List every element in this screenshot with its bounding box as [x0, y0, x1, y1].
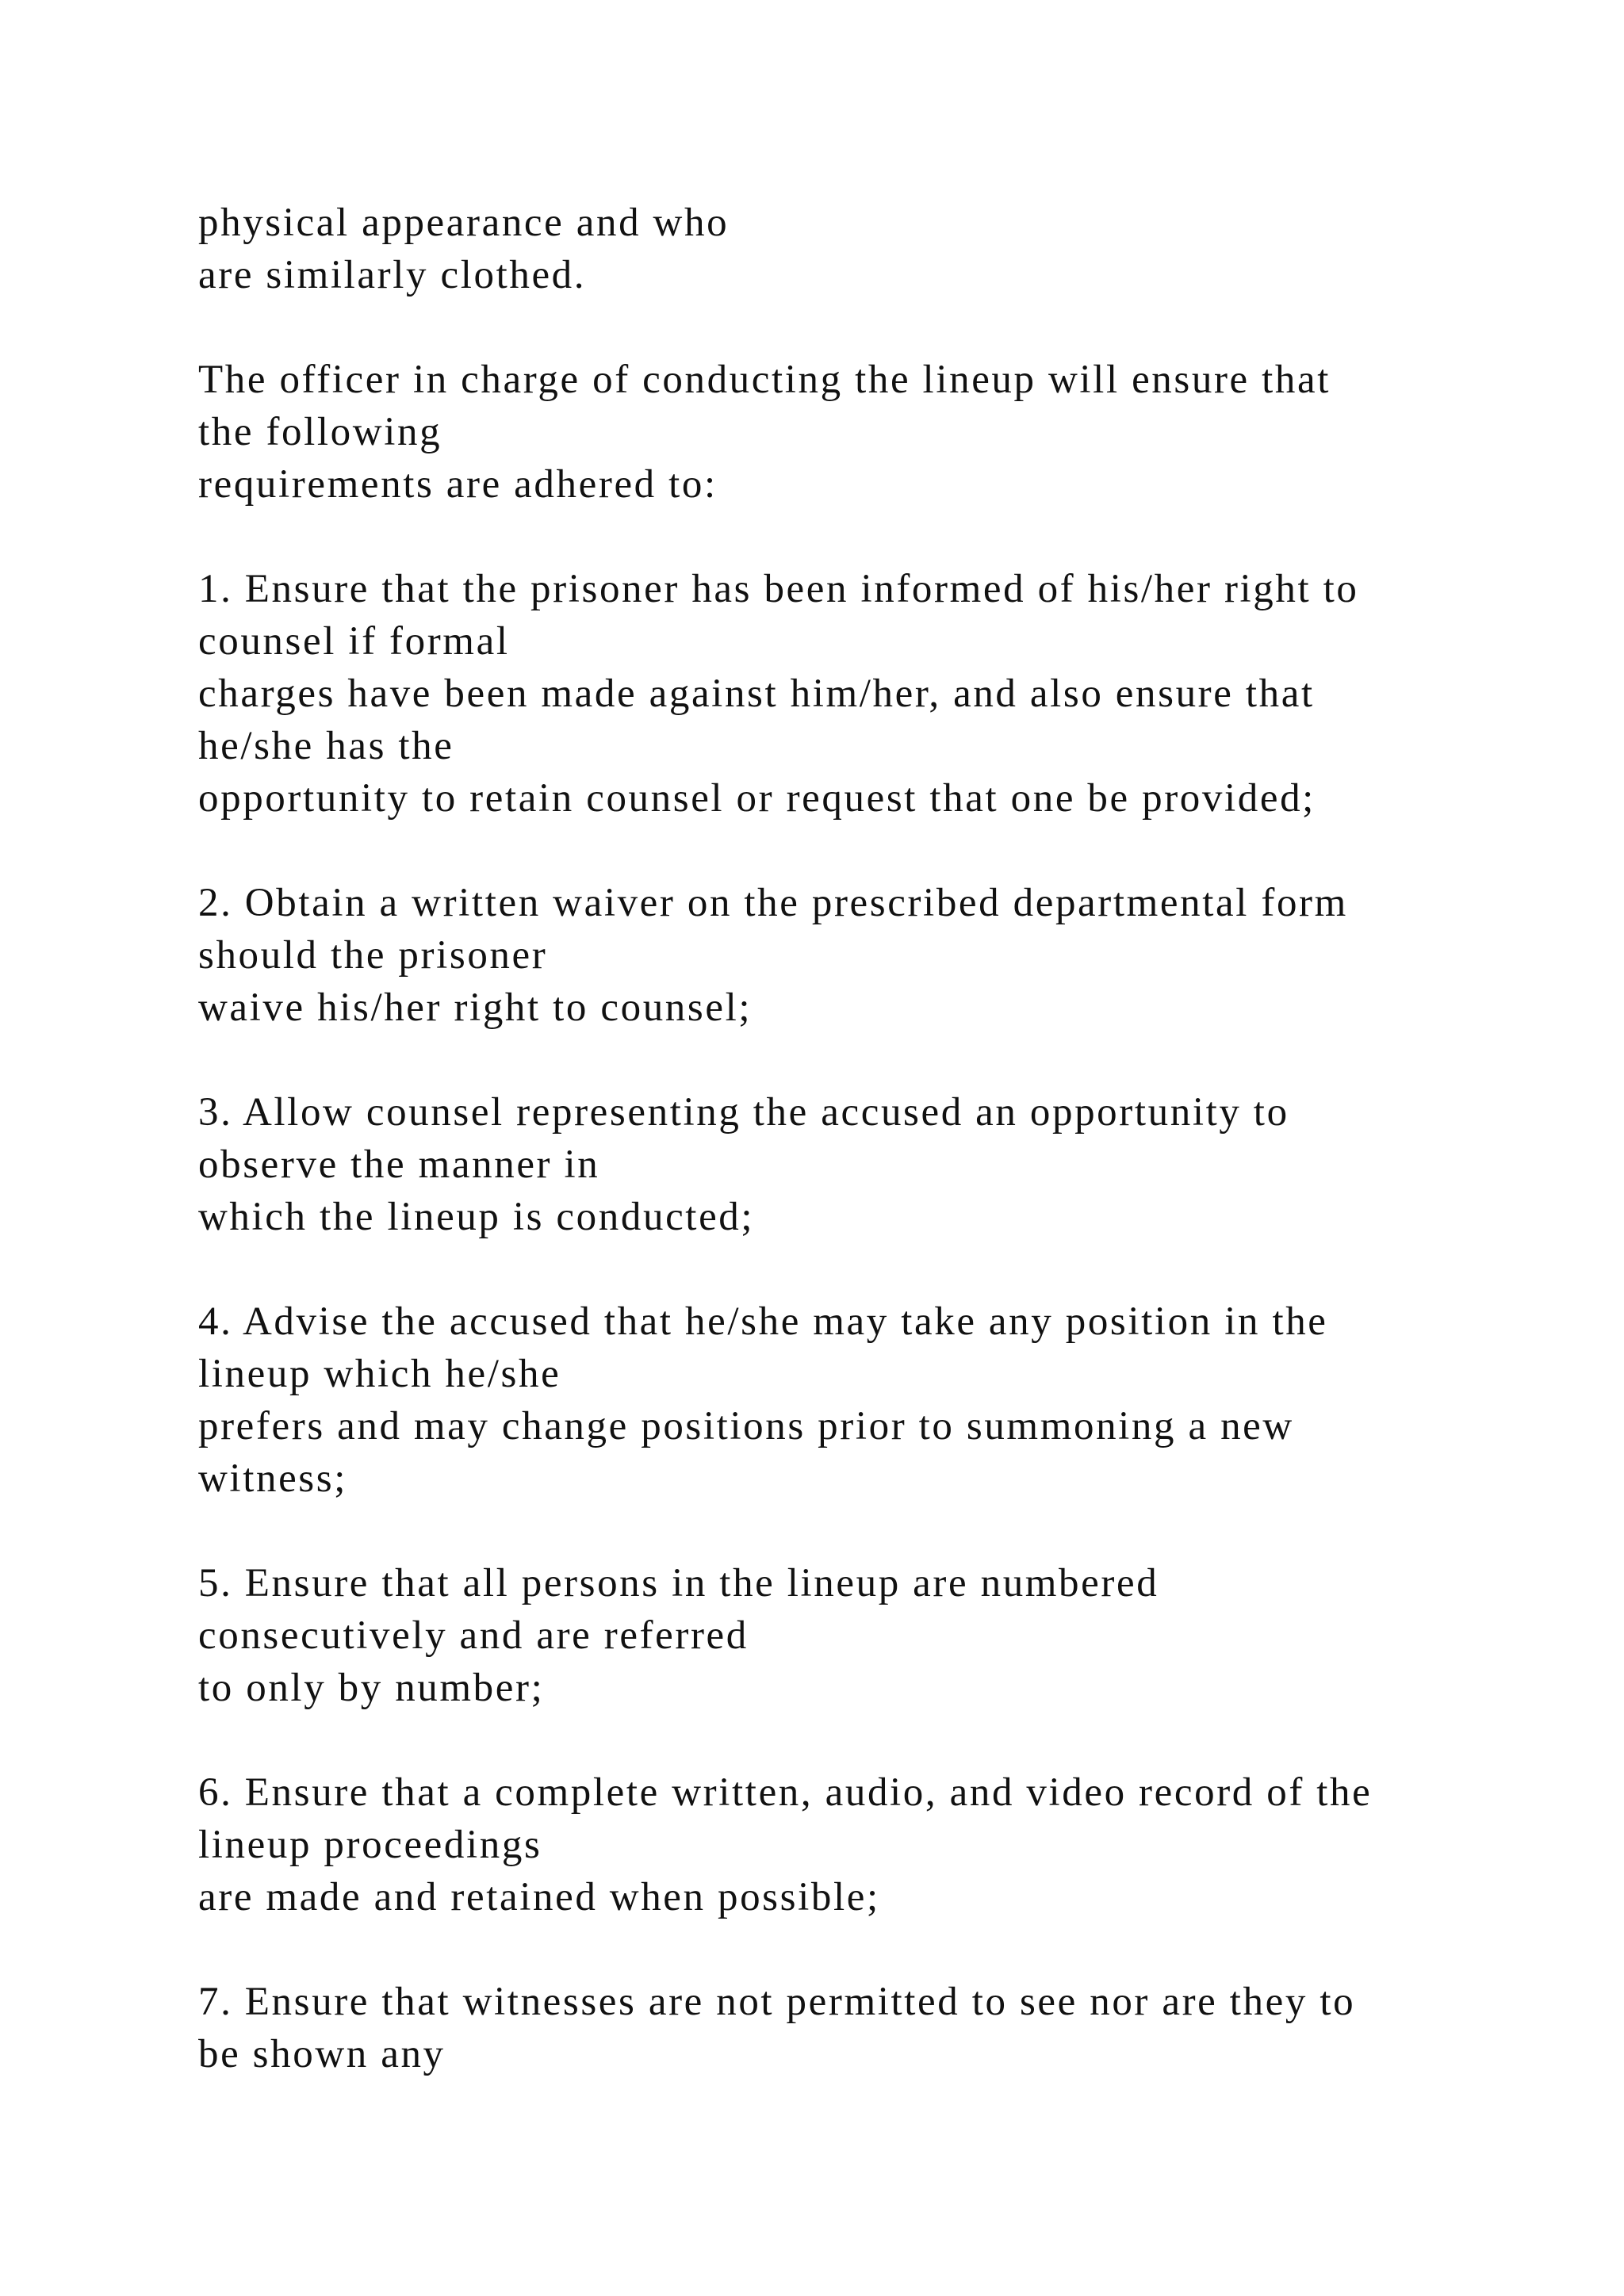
- text-line: requirements are adhered to:: [198, 462, 718, 507]
- paragraph-gap: [198, 825, 1546, 877]
- text-line: 1. Ensure that the prisoner has been informed of his/her right to: [198, 567, 1359, 611]
- document-body: [198, 197, 1546, 2080]
- text-line: waive his/her right to counsel;: [198, 985, 753, 1030]
- paragraph-gap: [198, 1243, 1546, 1295]
- text-line: consecutively and are referred: [198, 1613, 749, 1658]
- text-line: 7. Ensure that witnesses are not permitted to see nor are they to: [198, 1980, 1356, 2024]
- text-line: 2. Obtain a written waiver on the prescribed departmental form: [198, 881, 1348, 925]
- paragraph-gap: [198, 511, 1546, 563]
- text-line: The officer in charge of conducting the lineup will ensure that: [198, 358, 1331, 402]
- paragraph-gap: [198, 301, 1546, 354]
- text-line: are similarly clothed.: [198, 253, 587, 297]
- paragraph-gap: [198, 1714, 1546, 1766]
- text-line: 4. Advise the accused that he/she may take any position in the: [198, 1299, 1328, 1344]
- text-line: counsel if formal: [198, 619, 510, 664]
- text-line: 3. Allow counsel representing the accused an opportunity to: [198, 1090, 1289, 1135]
- text-line: prefers and may change positions prior to summoning a new: [198, 1404, 1294, 1448]
- text-line: charges have been made against him/her, and also ensure that: [198, 672, 1315, 716]
- text-line: lineup which he/she: [198, 1352, 561, 1396]
- paragraph-gap: [198, 1923, 1546, 1976]
- text-line: be shown any: [198, 2032, 446, 2076]
- text-line: observe the manner in: [198, 1142, 600, 1187]
- text-line: witness;: [198, 1456, 347, 1501]
- text-line: should the prisoner: [198, 933, 548, 978]
- text-line: lineup proceedings: [198, 1823, 542, 1867]
- text-line: 5. Ensure that all persons in the lineup are numbered: [198, 1561, 1159, 1605]
- text-line: 6. Ensure that a complete written, audio, and video record of the: [198, 1770, 1373, 1815]
- text-line: are made and retained when possible;: [198, 1875, 880, 1919]
- text-line: the following: [198, 410, 442, 454]
- text-line: which the lineup is conducted;: [198, 1195, 755, 1239]
- text-line: he/she has the: [198, 724, 454, 768]
- text-line: to only by number;: [198, 1666, 545, 1710]
- paragraph-gap: [198, 1505, 1546, 1557]
- text-line: opportunity to retain counsel or request that one be provided;: [198, 776, 1316, 821]
- text-line: physical appearance and who: [198, 201, 730, 245]
- paragraph-gap: [198, 1034, 1546, 1086]
